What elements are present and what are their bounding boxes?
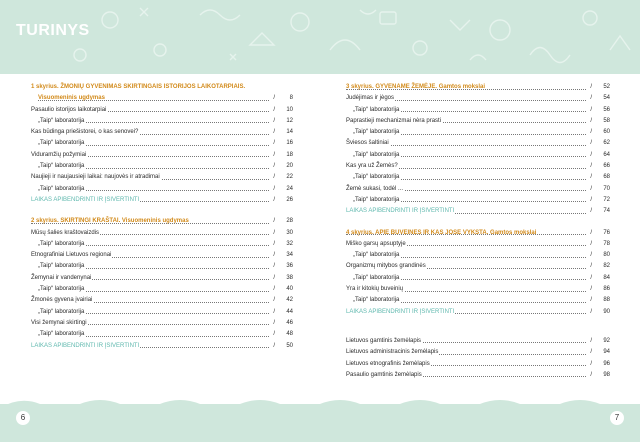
toc-entry-title: Paprastieji mechanizmai nėra prasti <box>346 116 442 127</box>
toc-entry-page: 30 <box>286 229 293 236</box>
toc-entry-page: 18 <box>286 151 293 158</box>
toc-entry-page: 90 <box>603 308 610 315</box>
toc-entry-title: Naujieji ir naujausieji laikai: naujovės ir atradimai <box>31 172 161 183</box>
toc-entry-title: Viduramžių požymiai <box>31 150 87 161</box>
toc-entry[interactable]: Organizmų mitybos grandinės / 82 <box>346 261 610 272</box>
toc-entry-title: Kas yra už Žemės? <box>346 161 399 172</box>
chapter-4-title-row: 4 skyrius. APIE BUVEINES IR KAS JOSE VYKSTA. Gamtos mokslai / 76 <box>346 228 610 239</box>
toc-entry[interactable]: Pasaulio gamtinis žemėlapis / 98 <box>346 370 610 381</box>
toc-entry[interactable]: LAIKAS APIBENDRINTI IR ĮSIVERTINTI / 50 <box>31 341 293 352</box>
toc-entry-title: LAIKAS APIBENDRINTI IR ĮSIVERTINTI <box>346 307 455 318</box>
toc-entry-page: 92 <box>603 337 610 344</box>
toc-entry[interactable]: LAIKAS APIBENDRINTI IR ĮSIVERTINTI / 90 <box>346 307 610 318</box>
toc-entry[interactable]: Pasaulio istorijos laikotarpiai / 10 <box>31 105 293 116</box>
toc-entry-title: „Taip“ laboratorija <box>353 250 400 261</box>
toc-entry-page: 62 <box>603 140 610 147</box>
chapter-2-title-row: 2 skyrius. SKIRTINGI KRAŠTAI. Visuomeninis ugdymas / 28 <box>31 216 293 227</box>
toc-entry-title: „Taip“ laboratorija <box>38 116 85 127</box>
maps-entries <box>346 336 610 381</box>
toc-entry[interactable]: Judėjimas ir jėgos / 54 <box>346 93 610 104</box>
toc-entry-page: 48 <box>286 331 293 338</box>
chapter-1-subtitle-row: Visuomeninis ugdymas / 8 <box>31 93 293 104</box>
toc-entry[interactable]: „Taip“ laboratorija / 88 <box>346 295 610 306</box>
toc-entry[interactable]: Paprastieji mechanizmai nėra prasti / 58 <box>346 116 610 127</box>
toc-entry[interactable]: Lietuvos gamtinis žemėlapis / 92 <box>346 336 610 347</box>
toc-entry[interactable]: Yra ir kitokių buveinių / 86 <box>346 284 610 295</box>
toc-entry-page: 32 <box>286 240 293 247</box>
toc-entry-page: 78 <box>603 240 610 247</box>
toc-entry-page: 74 <box>603 208 610 215</box>
toc-entry-title: Pasaulio istorijos laikotarpiai <box>31 105 107 116</box>
toc-entry-title: LAIKAS APIBENDRINTI IR ĮSIVERTINTI <box>346 206 455 217</box>
toc-entry[interactable]: „Taip“ laboratorija / 32 <box>31 239 293 250</box>
toc-entry-title: Lietuvos administracinis žemėlapis <box>346 347 439 358</box>
toc-right-column <box>346 82 610 381</box>
toc-entry-page: 80 <box>603 252 610 259</box>
toc-entry-page: 34 <box>286 252 293 259</box>
toc-entry-page: 22 <box>286 174 293 181</box>
toc-entry-page: 42 <box>286 297 293 304</box>
toc-entry[interactable]: „Taip“ laboratorija / 40 <box>31 284 293 295</box>
toc-entry-title: „Taip“ laboratorija <box>38 307 85 318</box>
toc-entry-page: 94 <box>603 349 610 356</box>
toc-left-column <box>31 82 293 352</box>
toc-entry-title: Kas būdinga priešistorei, o kas senovei? <box>31 127 139 138</box>
toc-entry-page: 54 <box>603 95 610 102</box>
chapter-4-title: 4 skyrius. APIE BUVEINES IR KAS JOSE VYKSTA. Gamtos mokslai <box>346 228 537 239</box>
chapter-3-title-row: 3 skyrius. GYVENAME ŽEMĖJE. Gamtos mokslai / 52 <box>346 82 610 93</box>
toc-entry[interactable]: Visi žemynai skirtingi / 46 <box>31 318 293 329</box>
chapter-4-entries <box>346 239 610 318</box>
toc-entry-page: 88 <box>603 297 610 304</box>
toc-entry[interactable]: Žemė sukasi, todėl ... / 70 <box>346 184 610 195</box>
toc-entry-page: 14 <box>286 129 293 136</box>
toc-entry-title: „Taip“ laboratorija <box>353 127 400 138</box>
toc-entry-title: Lietuvos gamtinis žemėlapis <box>346 336 422 347</box>
toc-entry[interactable]: „Taip“ laboratorija / 12 <box>31 116 293 127</box>
toc-entry-title: Lietuvos etnografinis žemėlapis <box>346 359 431 370</box>
chapter-2-entries <box>31 228 293 352</box>
toc-entry[interactable]: Žemynai ir vandenynai / 38 <box>31 273 293 284</box>
toc-entry[interactable]: „Taip“ laboratorija / 36 <box>31 261 293 272</box>
toc-entry-title: Etnografiniai Lietuvos regionai <box>31 250 112 261</box>
chapter-1-subtitle: Visuomeninis ugdymas <box>38 93 106 104</box>
toc-entry-page: 70 <box>603 185 610 192</box>
toc-entry-page: 26 <box>286 196 293 203</box>
toc-entry[interactable]: „Taip“ laboratorija / 68 <box>346 172 610 183</box>
toc-entry-title: „Taip“ laboratorija <box>38 261 85 272</box>
chapter-1-entries <box>31 105 293 207</box>
toc-entry[interactable]: „Taip“ laboratorija / 64 <box>346 150 610 161</box>
toc-entry-title: „Taip“ laboratorija <box>38 161 85 172</box>
chapter-1-title: 1 skyrius. ŽMONIŲ GYVENIMAS SKIRTINGAIS ISTORIJOS LAIKOTARPIAIS. <box>31 82 293 93</box>
toc-entry-title: „Taip“ laboratorija <box>38 239 85 250</box>
toc-entry[interactable]: Šviesos šaltiniai / 62 <box>346 138 610 149</box>
toc-entry[interactable]: „Taip“ laboratorija / 44 <box>31 307 293 318</box>
toc-entry-page: 64 <box>603 151 610 158</box>
toc-entry-title: Žemė sukasi, todėl ... <box>346 184 404 195</box>
toc-entry-title: „Taip“ laboratorija <box>38 329 85 340</box>
chapter-2-page: 28 <box>286 218 293 225</box>
chapter-4-page: 76 <box>603 229 610 236</box>
toc-entry-page: 82 <box>603 263 610 270</box>
toc-entry-page: 24 <box>286 185 293 192</box>
toc-entry-page: 10 <box>286 106 293 113</box>
toc-entry-title: Pasaulio gamtinis žemėlapis <box>346 370 423 381</box>
toc-entry-page: 40 <box>286 286 293 293</box>
page-header <box>0 0 640 74</box>
toc-entry-title: Organizmų mitybos grandinės <box>346 261 427 272</box>
toc-entry[interactable]: Žmonės gyvena įvairiai / 42 <box>31 295 293 306</box>
toc-entry-title: Judėjimas ir jėgos <box>346 93 395 104</box>
toc-entry[interactable]: Viduramžių požymiai / 18 <box>31 150 293 161</box>
toc-entry-title: Visi žemynai skirtingi <box>31 318 88 329</box>
toc-entry-title: „Taip“ laboratorija <box>353 105 400 116</box>
toc-entry-page: 84 <box>603 274 610 281</box>
toc-entry-title: „Taip“ laboratorija <box>353 195 400 206</box>
toc-entry[interactable]: LAIKAS APIBENDRINTI IR ĮSIVERTINTI / 74 <box>346 206 610 217</box>
toc-entry-page: 98 <box>603 371 610 378</box>
toc-entry-page: 44 <box>286 308 293 315</box>
toc-entry-page: 58 <box>603 117 610 124</box>
toc-entry-page: 12 <box>286 117 293 124</box>
toc-entry-title: LAIKAS APIBENDRINTI IR ĮSIVERTINTI <box>31 341 140 352</box>
toc-entry-page: 96 <box>603 360 610 367</box>
toc-entry[interactable]: „Taip“ laboratorija / 48 <box>31 329 293 340</box>
toc-entry-title: Yra ir kitokių buveinių <box>346 284 404 295</box>
toc-entry-page: 20 <box>286 163 293 170</box>
toc-entry-page: 86 <box>603 286 610 293</box>
toc-entry[interactable]: Naujieji ir naujausieji laikai: naujovės ir atradimai / 22 <box>31 172 293 183</box>
toc-entry[interactable]: „Taip“ laboratorija / 80 <box>346 250 610 261</box>
toc-entry-page: 38 <box>286 274 293 281</box>
toc-entry-title: „Taip“ laboratorija <box>38 184 85 195</box>
toc-entry-title: „Taip“ laboratorija <box>353 172 400 183</box>
right-page-number: 7 <box>610 411 624 425</box>
toc-entry-title: „Taip“ laboratorija <box>353 295 400 306</box>
toc-entry[interactable]: „Taip“ laboratorija / 56 <box>346 105 610 116</box>
toc-entry[interactable]: Kas yra už Žemės? / 66 <box>346 161 610 172</box>
toc-entry-page: 16 <box>286 140 293 147</box>
toc-entry[interactable]: LAIKAS APIBENDRINTI IR ĮSIVERTINTI / 26 <box>31 195 293 206</box>
chapter-2-title: 2 skyrius. SKIRTINGI KRAŠTAI. Visuomeninis ugdymas <box>31 216 190 227</box>
toc-entry[interactable]: „Taip“ laboratorija / 24 <box>31 184 293 195</box>
page-title: TURINYS <box>16 22 90 39</box>
toc-entry-title: LAIKAS APIBENDRINTI IR ĮSIVERTINTI <box>31 195 140 206</box>
toc-entry[interactable]: Kas būdinga priešistorei, o kas senovei? / 14 <box>31 127 293 138</box>
toc-entry-page: 68 <box>603 174 610 181</box>
toc-entry[interactable]: „Taip“ laboratorija / 20 <box>31 161 293 172</box>
toc-entry[interactable]: Etnografiniai Lietuvos regionai / 34 <box>31 250 293 261</box>
chapter-3-entries <box>346 93 610 217</box>
chapter-3-title: 3 skyrius. GYVENAME ŽEMĖJE. Gamtos mokslai <box>346 82 486 93</box>
left-page-number: 6 <box>16 411 30 425</box>
toc-entry[interactable]: „Taip“ laboratorija / 84 <box>346 273 610 284</box>
toc-entry-title: Šviesos šaltiniai <box>346 138 390 149</box>
toc-entry-title: Žmonės gyvena įvairiai <box>31 295 93 306</box>
chapter-3-page: 52 <box>603 84 610 90</box>
toc-entry-page: 36 <box>286 263 293 270</box>
toc-entry-title: Miško garsų apsuptyje <box>346 239 407 250</box>
toc-entry-page: 46 <box>286 319 293 326</box>
page-footer <box>0 404 640 442</box>
toc-entry[interactable]: „Taip“ laboratorija / 72 <box>346 195 610 206</box>
toc-entry-title: „Taip“ laboratorija <box>38 284 85 295</box>
toc-entry-title: „Taip“ laboratorija <box>38 138 85 149</box>
toc-entry-page: 60 <box>603 129 610 136</box>
toc-entry-page: 72 <box>603 196 610 203</box>
toc-entry-title: Mūsų šalies kraštovaizdis <box>31 228 100 239</box>
toc-entry-title: Žemynai ir vandenynai <box>31 273 92 284</box>
header-doodle-pattern <box>0 0 640 74</box>
toc-entry-title: „Taip“ laboratorija <box>353 150 400 161</box>
toc-entry-page: 50 <box>286 342 293 349</box>
toc-entry[interactable]: Lietuvos administracinis žemėlapis / 94 <box>346 347 610 358</box>
chapter-1-page: 8 <box>289 95 293 102</box>
toc-entry[interactable]: Lietuvos etnografinis žemėlapis / 96 <box>346 359 610 370</box>
toc-entry-page: 66 <box>603 163 610 170</box>
toc-entry[interactable]: Mūsų šalies kraštovaizdis / 30 <box>31 228 293 239</box>
toc-entry-page: 56 <box>603 106 610 113</box>
toc-entry-title: „Taip“ laboratorija <box>353 273 400 284</box>
toc-entry[interactable]: Miško garsų apsuptyje / 78 <box>346 239 610 250</box>
toc-entry[interactable]: „Taip“ laboratorija / 16 <box>31 138 293 149</box>
toc-entry[interactable]: „Taip“ laboratorija / 60 <box>346 127 610 138</box>
